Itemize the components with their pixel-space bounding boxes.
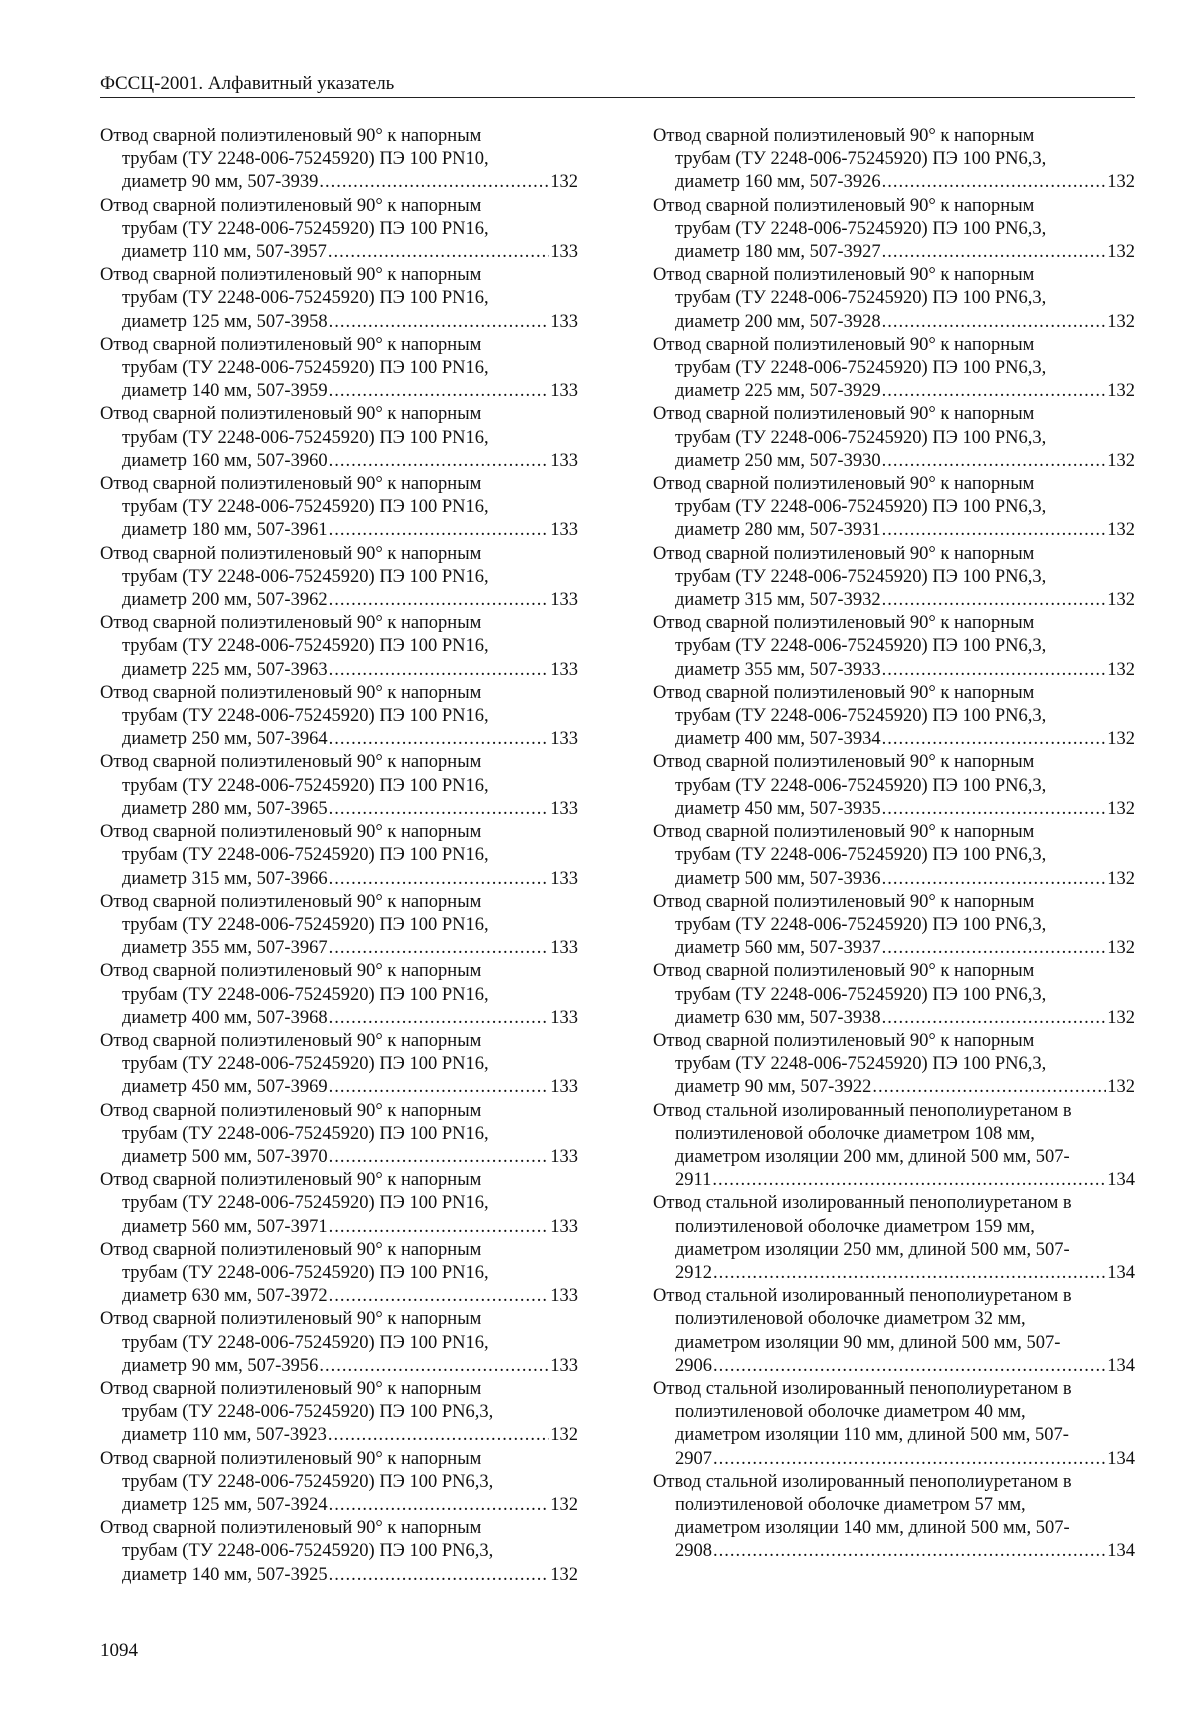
entry-text-line: диаметр 500 мм, 507-3936 — [675, 868, 881, 889]
entry-text-line: трубам (ТУ 2248-006-75245920) ПЭ 100 PN16, — [122, 706, 489, 727]
entry-text-line: диаметром изоляции 250 мм, длиной 500 мм, 507- — [675, 1239, 1070, 1260]
dot-leader — [329, 1076, 550, 1099]
entry-text-line: трубам (ТУ 2248-006-75245920) ПЭ 100 PN16, — [122, 1332, 489, 1353]
entry-page-number: 133 — [550, 659, 578, 680]
entry-page-number: 132 — [1107, 798, 1135, 819]
entry-text-line: диаметр 400 мм, 507-3934 — [675, 729, 881, 750]
entry-last-line — [653, 1007, 1135, 1030]
entry-text-line: трубам (ТУ 2248-006-75245920) ПЭ 100 PN16, — [122, 427, 489, 448]
entry-page-number: 133 — [550, 1146, 578, 1167]
entry-last-line — [100, 380, 578, 403]
dot-leader — [713, 1540, 1106, 1563]
entry-text-line: Отвод сварной полиэтиленовый 90° к напорным — [653, 891, 1035, 912]
entry-text-line: диаметр 225 мм, 507-3963 — [122, 659, 328, 680]
entry-text-line: Отвод сварной полиэтиленовый 90° к напорным — [100, 1030, 482, 1051]
entry-text-line: трубам (ТУ 2248-006-75245920) ПЭ 100 PN6,3, — [675, 775, 1047, 796]
entry-last-line — [653, 519, 1135, 542]
entry-text-line: диаметр 450 мм, 507-3935 — [675, 798, 881, 819]
entry-text-line: трубам (ТУ 2248-006-75245920) ПЭ 100 PN16, — [122, 914, 489, 935]
dot-leader — [329, 1564, 550, 1587]
index-entry — [653, 891, 1135, 961]
dot-leader — [882, 589, 1107, 612]
entry-page-number: 132 — [550, 172, 578, 193]
entry-text-line: трубам (ТУ 2248-006-75245920) ПЭ 100 PN6,3, — [675, 288, 1047, 309]
entry-text-line: Отвод сварной полиэтиленовый 90° к напорным — [100, 543, 482, 564]
entry-last-line — [100, 1355, 578, 1378]
entry-text-line: трубам (ТУ 2248-006-75245920) ПЭ 100 PN6,3, — [675, 1054, 1047, 1075]
entry-last-line — [100, 1285, 578, 1308]
entry-text-line: диаметр 90 мм, 507-3939 — [122, 172, 319, 193]
entry-text-line: трубам (ТУ 2248-006-75245920) ПЭ 100 PN16, — [122, 1123, 489, 1144]
dot-leader — [329, 1146, 550, 1169]
dot-leader — [882, 241, 1107, 264]
entry-text-line: Отвод сварной полиэтиленовый 90° к напорным — [653, 1030, 1035, 1051]
entry-text-line: полиэтиленовой оболочке диаметром 32 мм, — [675, 1309, 1026, 1330]
index-entry — [653, 1285, 1135, 1378]
entry-text-line: диаметр 110 мм, 507-3923 — [122, 1425, 327, 1446]
index-entry — [100, 543, 578, 613]
index-entry — [100, 821, 578, 891]
dot-leader — [872, 1076, 1106, 1099]
dot-leader — [882, 728, 1107, 751]
entry-page-number: 133 — [550, 868, 578, 889]
index-entry — [653, 334, 1135, 404]
index-entry — [100, 1030, 578, 1100]
running-header — [100, 72, 1135, 98]
entry-text-line: Отвод сварной полиэтиленовый 90° к напорным — [100, 682, 482, 703]
index-entry — [653, 960, 1135, 1030]
dot-leader — [329, 659, 550, 682]
entry-last-line — [100, 1076, 578, 1099]
entry-page-number: 132 — [550, 1425, 578, 1446]
entry-last-line — [653, 1540, 1135, 1563]
entry-last-line — [653, 241, 1135, 264]
entry-text-line: диаметр 355 мм, 507-3967 — [122, 938, 328, 959]
index-entry — [653, 1030, 1135, 1100]
index-entry — [100, 403, 578, 473]
entry-last-line — [653, 171, 1135, 194]
entry-text-line: Отвод стальной изолированный пенополиуретаном в — [653, 1193, 1072, 1214]
entry-last-line — [653, 1262, 1135, 1285]
entry-page-number: 132 — [1107, 1007, 1135, 1028]
entry-page-number: 132 — [1107, 938, 1135, 959]
page-number: 1094 — [100, 1640, 138, 1661]
entry-text-line: диаметром изоляции 200 мм, длиной 500 мм, 507- — [675, 1146, 1070, 1167]
entry-text-line: Отвод сварной полиэтиленовый 90° к напорным — [653, 265, 1035, 286]
entry-text-line: диаметр 500 мм, 507-3970 — [122, 1146, 328, 1167]
dot-leader — [329, 798, 550, 821]
entry-text-line: Отвод сварной полиэтиленовый 90° к напорным — [100, 752, 482, 773]
entry-page-number: 132 — [1107, 1077, 1135, 1098]
dot-leader — [882, 868, 1107, 891]
entry-last-line — [100, 728, 578, 751]
index-entry — [100, 960, 578, 1030]
dot-leader — [712, 1169, 1106, 1192]
index-entry — [653, 195, 1135, 265]
entry-last-line — [653, 728, 1135, 751]
entry-last-line — [653, 937, 1135, 960]
index-entry — [100, 195, 578, 265]
entry-text-line: полиэтиленовой оболочке диаметром 57 мм, — [675, 1494, 1026, 1515]
index-column-left — [100, 125, 578, 1587]
entry-text-line: диаметр 180 мм, 507-3927 — [675, 242, 881, 263]
dot-leader — [329, 728, 550, 751]
entry-page-number: 132 — [1107, 242, 1135, 263]
dot-leader — [713, 1355, 1106, 1378]
index-entry — [653, 612, 1135, 682]
dot-leader — [329, 937, 550, 960]
entry-text-line: Отвод сварной полиэтиленовый 90° к напорным — [100, 1518, 482, 1539]
entry-text-line: диаметр 200 мм, 507-3962 — [122, 590, 328, 611]
entry-text-line: диаметр 315 мм, 507-3932 — [675, 590, 881, 611]
entry-page-number: 133 — [550, 381, 578, 402]
dot-leader — [329, 1494, 550, 1517]
entry-text-line: диаметр 250 мм, 507-3930 — [675, 450, 881, 471]
entry-text-line: трубам (ТУ 2248-006-75245920) ПЭ 100 PN6,3, — [675, 427, 1047, 448]
index-entry — [653, 403, 1135, 473]
entry-text-line: Отвод стальной изолированный пенополиуретаном в — [653, 1378, 1072, 1399]
entry-text-line: 2907 — [675, 1448, 712, 1469]
entry-text-line: диаметр 280 мм, 507-3931 — [675, 520, 881, 541]
entry-text-line: трубам (ТУ 2248-006-75245920) ПЭ 100 PN16, — [122, 1054, 489, 1075]
entry-text-line: 2906 — [675, 1355, 712, 1376]
entry-text-line: Отвод сварной полиэтиленовый 90° к напорным — [653, 404, 1035, 425]
entry-text-line: трубам (ТУ 2248-006-75245920) ПЭ 100 PN6,3, — [675, 149, 1047, 170]
index-entry — [100, 1448, 578, 1518]
index-entry — [653, 821, 1135, 891]
entry-text-line: трубам (ТУ 2248-006-75245920) ПЭ 100 PN6,3, — [675, 497, 1047, 518]
entry-text-line: Отвод сварной полиэтиленовый 90° к напорным — [653, 752, 1035, 773]
dot-leader — [882, 519, 1107, 542]
entry-last-line — [100, 659, 578, 682]
entry-text-line: трубам (ТУ 2248-006-75245920) ПЭ 100 PN16, — [122, 636, 489, 657]
entry-last-line — [653, 868, 1135, 891]
index-column-right — [653, 125, 1135, 1564]
entry-text-line: Отвод сварной полиэтиленовый 90° к напорным — [100, 265, 482, 286]
entry-last-line — [100, 589, 578, 612]
entry-page-number: 134 — [1107, 1170, 1135, 1191]
entry-text-line: трубам (ТУ 2248-006-75245920) ПЭ 100 PN16, — [122, 358, 489, 379]
entry-text-line: трубам (ТУ 2248-006-75245920) ПЭ 100 PN6,3, — [675, 706, 1047, 727]
dot-leader — [329, 1007, 550, 1030]
dot-leader — [882, 450, 1107, 473]
entry-last-line — [653, 798, 1135, 821]
entry-text-line: Отвод сварной полиэтиленовый 90° к напорным — [100, 126, 482, 146]
entry-text-line: 2908 — [675, 1541, 712, 1562]
index-entry — [100, 1308, 578, 1378]
entry-last-line — [653, 1355, 1135, 1378]
index-entry — [100, 612, 578, 682]
header-title: ФССЦ-2001. Алфавитный указатель — [100, 73, 395, 94]
entry-text-line: Отвод сварной полиэтиленовый 90° к напорным — [100, 404, 482, 425]
entry-page-number: 132 — [1107, 659, 1135, 680]
entry-text-line: трубам (ТУ 2248-006-75245920) ПЭ 100 PN16, — [122, 566, 489, 587]
dot-leader — [329, 311, 550, 334]
dot-leader — [713, 1448, 1106, 1471]
entry-text-line: Отвод сварной полиэтиленовый 90° к напорным — [653, 195, 1035, 216]
entry-page-number: 134 — [1107, 1541, 1135, 1562]
entry-text-line: трубам (ТУ 2248-006-75245920) ПЭ 100 PN16, — [122, 845, 489, 866]
entry-page-number: 133 — [550, 1286, 578, 1307]
entry-last-line — [100, 868, 578, 891]
dot-leader — [328, 241, 549, 264]
entry-text-line: Отвод сварной полиэтиленовый 90° к напорным — [100, 334, 482, 355]
dot-leader — [882, 1007, 1107, 1030]
index-entry — [653, 1378, 1135, 1471]
entry-text-line: диаметром изоляции 90 мм, длиной 500 мм, 507- — [675, 1332, 1061, 1353]
entry-page-number: 133 — [550, 590, 578, 611]
entry-text-line: Отвод сварной полиэтиленовый 90° к напорным — [100, 1378, 482, 1399]
entry-last-line — [653, 659, 1135, 682]
entry-text-line: диаметр 355 мм, 507-3933 — [675, 659, 881, 680]
index-entry — [100, 264, 578, 334]
entry-text-line: Отвод сварной полиэтиленовый 90° к напорным — [653, 474, 1035, 495]
index-entry — [653, 125, 1135, 195]
entry-text-line: трубам (ТУ 2248-006-75245920) ПЭ 100 PN16, — [122, 775, 489, 796]
entry-last-line — [100, 1424, 578, 1447]
entry-text-line: трубам (ТУ 2248-006-75245920) ПЭ 100 PN6,3, — [675, 914, 1047, 935]
index-entry — [653, 1471, 1135, 1564]
entry-text-line: диаметр 280 мм, 507-3965 — [122, 798, 328, 819]
entry-page-number: 134 — [1107, 1355, 1135, 1376]
entry-text-line: Отвод сварной полиэтиленовый 90° к напорным — [100, 1309, 482, 1330]
entry-last-line — [653, 380, 1135, 403]
dot-leader — [329, 1285, 550, 1308]
entry-text-line: диаметр 630 мм, 507-3938 — [675, 1007, 881, 1028]
entry-page-number: 133 — [550, 1216, 578, 1237]
entry-text-line: диаметр 315 мм, 507-3966 — [122, 868, 328, 889]
index-entry — [653, 1192, 1135, 1285]
entry-text-line: диаметр 400 мм, 507-3968 — [122, 1007, 328, 1028]
dot-leader — [882, 798, 1107, 821]
entry-text-line: полиэтиленовой оболочке диаметром 108 мм, — [675, 1123, 1035, 1144]
entry-text-line: трубам (ТУ 2248-006-75245920) ПЭ 100 PN16, — [122, 218, 489, 239]
index-entry — [100, 1378, 578, 1448]
entry-page-number: 133 — [550, 798, 578, 819]
entry-page-number: 132 — [1107, 868, 1135, 889]
entry-text-line: диаметр 630 мм, 507-3972 — [122, 1286, 328, 1307]
entry-last-line — [100, 1564, 578, 1587]
entry-last-line — [100, 937, 578, 960]
dot-leader — [329, 519, 550, 542]
entry-page-number: 132 — [550, 1564, 578, 1585]
entry-text-line: Отвод сварной полиэтиленовый 90° к напорным — [100, 961, 482, 982]
entry-last-line — [653, 589, 1135, 612]
entry-text-line: Отвод стальной изолированный пенополиуретаном в — [653, 1286, 1072, 1307]
entry-text-line: Отвод сварной полиэтиленовый 90° к напорным — [653, 126, 1035, 146]
dot-leader — [882, 659, 1107, 682]
entry-page-number: 132 — [1107, 520, 1135, 541]
entry-text-line: Отвод сварной полиэтиленовый 90° к напорным — [653, 682, 1035, 703]
entry-page-number: 132 — [1107, 590, 1135, 611]
entry-text-line: диаметр 225 мм, 507-3929 — [675, 381, 881, 402]
entry-page-number: 132 — [1107, 450, 1135, 471]
entry-text-line: диаметром изоляции 140 мм, длиной 500 мм, 507- — [675, 1518, 1070, 1539]
entry-text-line: Отвод сварной полиэтиленовый 90° к напорным — [100, 822, 482, 843]
index-entry — [653, 264, 1135, 334]
entry-last-line — [100, 1146, 578, 1169]
entry-text-line: трубам (ТУ 2248-006-75245920) ПЭ 100 PN16, — [122, 984, 489, 1005]
entry-text-line: диаметр 125 мм, 507-3958 — [122, 311, 328, 332]
index-entry — [100, 1169, 578, 1239]
entry-page-number: 133 — [550, 1007, 578, 1028]
entry-last-line — [653, 1448, 1135, 1471]
entry-text-line: трубам (ТУ 2248-006-75245920) ПЭ 100 PN16, — [122, 1193, 489, 1214]
dot-leader — [882, 937, 1107, 960]
index-entry — [100, 1100, 578, 1170]
entry-text-line: Отвод сварной полиэтиленовый 90° к напорным — [100, 474, 482, 495]
entry-text-line: диаметром изоляции 110 мм, длиной 500 мм, 507- — [675, 1425, 1069, 1446]
entry-page-number: 133 — [550, 242, 578, 263]
entry-page-number: 132 — [1107, 172, 1135, 193]
index-entry — [100, 682, 578, 752]
entry-last-line — [100, 171, 578, 194]
entry-page-number: 134 — [1107, 1262, 1135, 1283]
entry-page-number: 132 — [1107, 311, 1135, 332]
index-entry — [653, 682, 1135, 752]
entry-text-line: Отвод стальной изолированный пенополиуретаном в — [653, 1471, 1072, 1492]
index-entry — [100, 751, 578, 821]
dot-leader — [329, 1216, 550, 1239]
entry-page-number: 133 — [550, 520, 578, 541]
dot-leader — [882, 171, 1107, 194]
entry-text-line: Отвод сварной полиэтиленовый 90° к напорным — [653, 961, 1035, 982]
entry-page-number: 133 — [550, 311, 578, 332]
entry-text-line: диаметр 160 мм, 507-3926 — [675, 172, 881, 193]
entry-text-line: диаметр 450 мм, 507-3969 — [122, 1077, 328, 1098]
entry-text-line: 2912 — [675, 1262, 712, 1283]
index-entry — [100, 125, 578, 195]
entry-text-line: диаметр 125 мм, 507-3924 — [122, 1494, 328, 1515]
dot-leader — [329, 450, 550, 473]
entry-text-line: полиэтиленовой оболочке диаметром 159 мм, — [675, 1216, 1035, 1237]
dot-leader — [329, 868, 550, 891]
entry-text-line: трубам (ТУ 2248-006-75245920) ПЭ 100 PN6,3, — [122, 1471, 494, 1492]
index-entry — [100, 1517, 578, 1587]
entry-text-line: Отвод сварной полиэтиленовый 90° к напорным — [653, 822, 1035, 843]
entry-text-line: Отвод сварной полиэтиленовый 90° к напорным — [100, 613, 482, 634]
entry-text-line: Отвод сварной полиэтиленовый 90° к напорным — [653, 543, 1035, 564]
entry-text-line: Отвод стальной изолированный пенополиуретаном в — [653, 1100, 1072, 1121]
entry-text-line: трубам (ТУ 2248-006-75245920) ПЭ 100 PN10, — [122, 149, 489, 170]
index-entry — [653, 1100, 1135, 1193]
index-entry — [653, 473, 1135, 543]
entry-text-line: диаметр 140 мм, 507-3925 — [122, 1564, 328, 1585]
entry-last-line — [100, 1216, 578, 1239]
index-entry — [653, 543, 1135, 613]
entry-page-number: 132 — [550, 1494, 578, 1515]
entry-page-number: 133 — [550, 729, 578, 750]
entry-text-line: диаметр 90 мм, 507-3922 — [675, 1077, 872, 1098]
entry-text-line: 2911 — [675, 1170, 712, 1191]
entry-text-line: диаметр 560 мм, 507-3971 — [122, 1216, 328, 1237]
entry-text-line: Отвод сварной полиэтиленовый 90° к напорным — [100, 1170, 482, 1191]
entry-text-line: диаметр 140 мм, 507-3959 — [122, 381, 328, 402]
dot-leader — [329, 589, 550, 612]
entry-text-line: трубам (ТУ 2248-006-75245920) ПЭ 100 PN6,3, — [675, 845, 1047, 866]
entry-text-line: диаметр 250 мм, 507-3964 — [122, 729, 328, 750]
entry-text-line: трубам (ТУ 2248-006-75245920) ПЭ 100 PN6,3, — [675, 566, 1047, 587]
dot-leader — [319, 171, 549, 194]
entry-text-line: Отвод сварной полиэтиленовый 90° к напорным — [100, 891, 482, 912]
entry-text-line: трубам (ТУ 2248-006-75245920) ПЭ 100 PN6,3, — [675, 984, 1047, 1005]
entry-page-number: 134 — [1107, 1448, 1135, 1469]
index-entry — [100, 891, 578, 961]
entry-last-line — [100, 311, 578, 334]
index-entry — [100, 1239, 578, 1309]
entry-text-line: трубам (ТУ 2248-006-75245920) ПЭ 100 PN16, — [122, 288, 489, 309]
entry-last-line — [100, 1494, 578, 1517]
entry-last-line — [653, 1076, 1135, 1099]
dot-leader — [329, 380, 550, 403]
entry-text-line: трубам (ТУ 2248-006-75245920) ПЭ 100 PN6,3, — [675, 636, 1047, 657]
entry-text-line: Отвод сварной полиэтиленовый 90° к напорным — [653, 334, 1035, 355]
entry-page-number: 133 — [550, 1355, 578, 1376]
entry-text-line: Отвод сварной полиэтиленовый 90° к напорным — [653, 613, 1035, 634]
entry-page-number: 133 — [550, 450, 578, 471]
entry-last-line — [100, 519, 578, 542]
entry-text-line: диаметр 110 мм, 507-3957 — [122, 242, 327, 263]
entry-text-line: Отвод сварной полиэтиленовый 90° к напорным — [100, 195, 482, 216]
entry-text-line: Отвод сварной полиэтиленовый 90° к напорным — [100, 1239, 482, 1260]
dot-leader — [328, 1424, 549, 1447]
entry-text-line: Отвод сварной полиэтиленовый 90° к напорным — [100, 1100, 482, 1121]
entry-last-line — [100, 1007, 578, 1030]
entry-text-line: трубам (ТУ 2248-006-75245920) ПЭ 100 PN6,3, — [675, 358, 1047, 379]
entry-last-line — [100, 450, 578, 473]
entry-text-line: диаметр 200 мм, 507-3928 — [675, 311, 881, 332]
entry-page-number: 133 — [550, 1077, 578, 1098]
entry-page-number: 132 — [1107, 381, 1135, 402]
entry-text-line: диаметр 560 мм, 507-3937 — [675, 938, 881, 959]
entry-text-line: трубам (ТУ 2248-006-75245920) ПЭ 100 PN6,3, — [675, 218, 1047, 239]
entry-text-line: диаметр 90 мм, 507-3956 — [122, 1355, 319, 1376]
entry-text-line: трубам (ТУ 2248-006-75245920) ПЭ 100 PN16, — [122, 1262, 489, 1283]
dot-leader — [882, 380, 1107, 403]
entry-text-line: трубам (ТУ 2248-006-75245920) ПЭ 100 PN16, — [122, 497, 489, 518]
entry-page-number: 133 — [550, 938, 578, 959]
entry-last-line — [100, 241, 578, 264]
entry-last-line — [653, 450, 1135, 473]
index-entry — [100, 473, 578, 543]
entry-last-line — [653, 1169, 1135, 1192]
entry-page-number: 132 — [1107, 729, 1135, 750]
entry-text-line: Отвод сварной полиэтиленовый 90° к напорным — [100, 1448, 482, 1469]
entry-text-line: трубам (ТУ 2248-006-75245920) ПЭ 100 PN6,3, — [122, 1541, 494, 1562]
entry-text-line: трубам (ТУ 2248-006-75245920) ПЭ 100 PN6,3, — [122, 1402, 494, 1423]
entry-text-line: полиэтиленовой оболочке диаметром 40 мм, — [675, 1402, 1026, 1423]
index-entry — [653, 751, 1135, 821]
index-entry — [100, 334, 578, 404]
entry-text-line: диаметр 160 мм, 507-3960 — [122, 450, 328, 471]
entry-text-line: диаметр 180 мм, 507-3961 — [122, 520, 328, 541]
dot-leader — [713, 1262, 1106, 1285]
dot-leader — [319, 1355, 549, 1378]
entry-last-line — [100, 798, 578, 821]
entry-last-line — [653, 311, 1135, 334]
dot-leader — [882, 311, 1107, 334]
